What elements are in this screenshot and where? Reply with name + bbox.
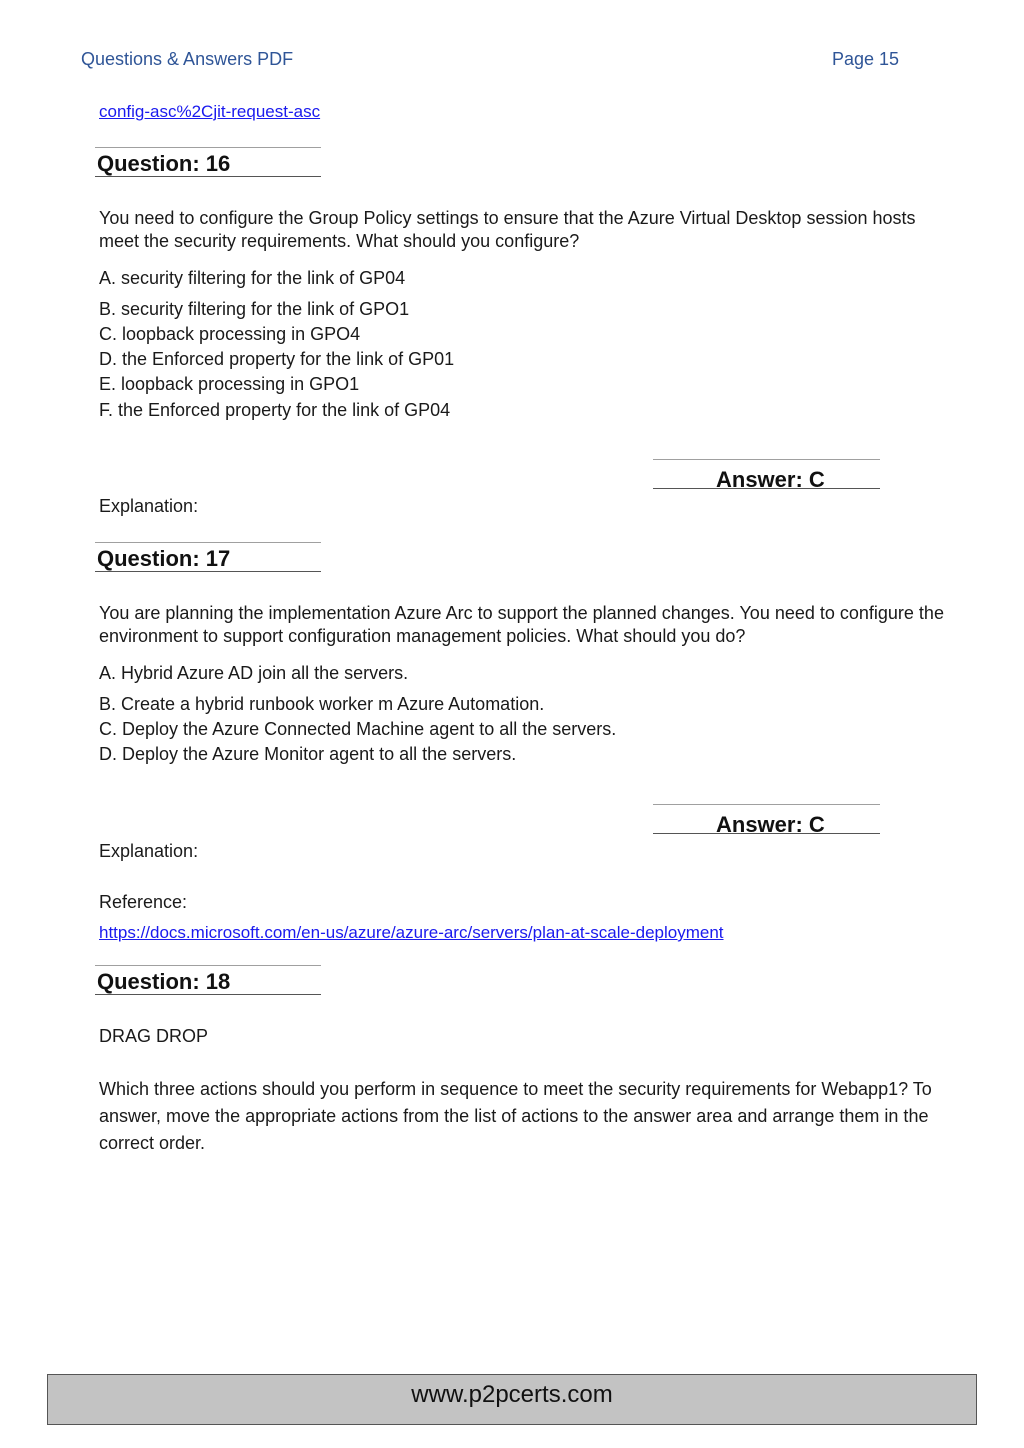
question-title: Question: 16 <box>97 151 231 176</box>
q17-option-c: C. Deploy the Azure Connected Machine agent to all the servers. <box>99 719 617 739</box>
q17-explanation-label: Explanation: <box>99 841 199 861</box>
header-title: Questions & Answers PDF <box>81 49 294 69</box>
answer-label: Answer: C <box>716 812 825 837</box>
q17-option-a: A. Hybrid Azure AD join all the servers. <box>99 663 409 683</box>
top-link[interactable]: config-asc%2Cjit-request-asc <box>99 102 321 121</box>
q16-option-d: D. the Enforced property for the link of GP01 <box>99 349 455 369</box>
q17-reference-link[interactable]: https://docs.microsoft.com/en-us/azure/azure-arc/servers/plan-at-scale-deployment <box>99 923 724 942</box>
question-18-heading <box>95 965 321 995</box>
q18-type-label: DRAG DROP <box>99 1026 209 1046</box>
q16-answer-box <box>653 459 880 492</box>
q16-option-a: A. security filtering for the link of GP04 <box>99 268 406 288</box>
q17-option-b: B. Create a hybrid runbook worker m Azure Automation. <box>99 694 545 714</box>
q17-answer-box <box>653 804 880 837</box>
footer-url[interactable]: www.p2pcerts.com <box>411 1381 613 1408</box>
question-title: Question: 18 <box>97 969 231 994</box>
question-17-heading <box>95 542 321 572</box>
q16-option-c: C. loopback processing in GPO4 <box>99 324 361 344</box>
question-16-heading <box>95 147 321 177</box>
page-number: Page 15 <box>832 49 900 69</box>
question-16-text: You need to configure the Group Policy settings to ensure that the Azure Virtual Desktop session hosts meet the security requirements. What should you configure? <box>99 208 916 251</box>
question-18-text: Which three actions should you perform in sequence to meet the security requirements for Webapp1? To answer, move the appropriate actions from the list of actions to the answer area and arrange them in the correct order. <box>99 1079 932 1153</box>
q16-option-f: F. the Enforced property for the link of GP04 <box>99 400 451 420</box>
q16-option-b: B. security filtering for the link of GPO1 <box>99 299 410 319</box>
q17-reference-label: Reference: <box>99 892 188 912</box>
q16-option-e: E. loopback processing in GPO1 <box>99 374 360 394</box>
q17-option-d: D. Deploy the Azure Monitor agent to all the servers. <box>99 744 517 764</box>
answer-label: Answer: C <box>716 467 825 492</box>
question-17-text: You are planning the implementation Azure Arc to support the planned changes. You need to configure the environment to support configuration management policies. What should you do? <box>99 603 944 646</box>
footer-bar <box>47 1374 977 1425</box>
question-title: Question: 17 <box>97 546 231 571</box>
q16-explanation-label: Explanation: <box>99 496 199 516</box>
